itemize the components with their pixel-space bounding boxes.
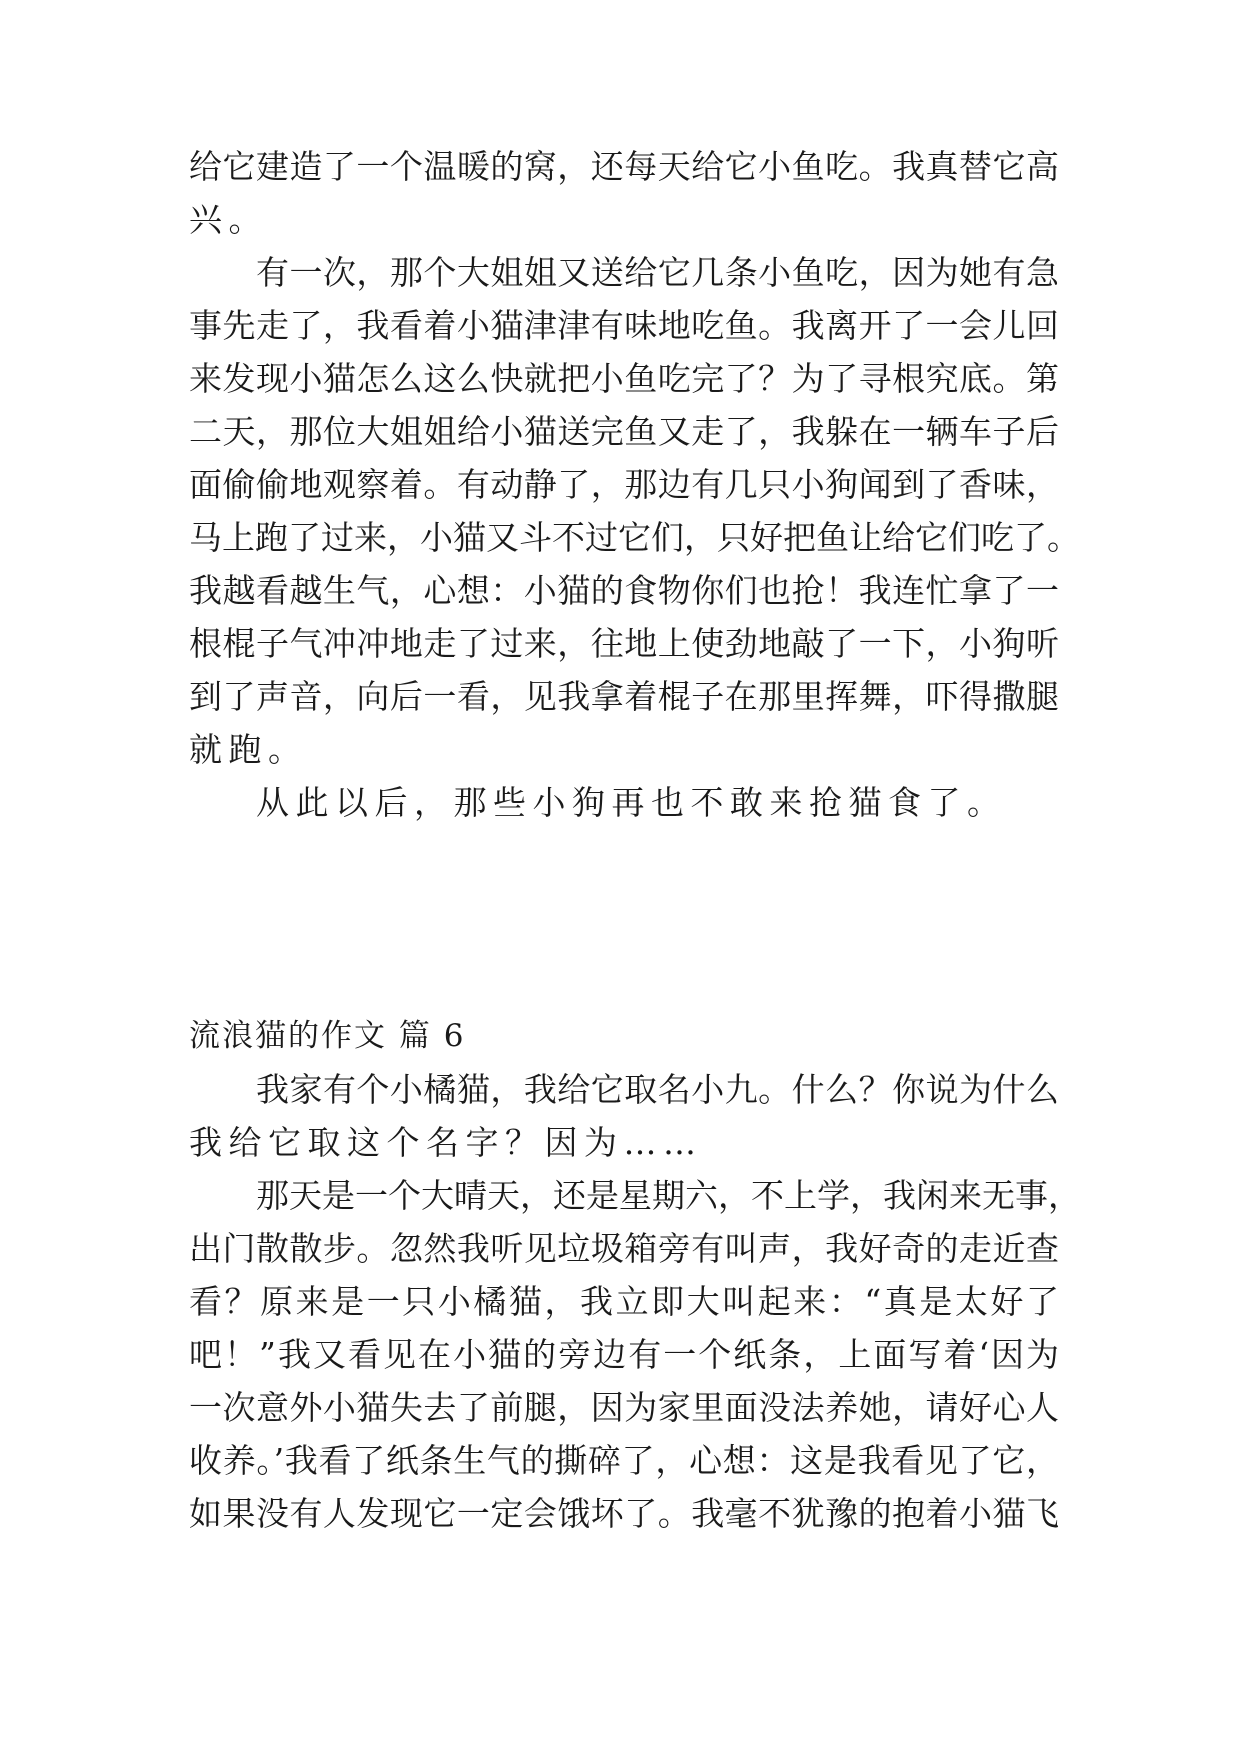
text-line: 我越看越生气，心想：小猫的食物你们也抢！我连忙拿了一 — [189, 571, 1059, 610]
text-line: 根棍子气冲冲地走了过来，往地上使劲地敲了一下，小狗听 — [189, 624, 1059, 663]
text-line: 二天，那位大姐姐给小猫送完鱼又走了，我躲在一辆车子后 — [189, 412, 1059, 451]
text-line: 看？原来是一只小橘猫，我立即大叫起来：“真是太好了 — [189, 1282, 1059, 1321]
text-line: 那天是一个大晴天，还是星期六，不上学，我闲来无事， — [256, 1176, 1081, 1215]
text-line: 事先走了，我看着小猫津津有味地吃鱼。我离开了一会儿回 — [189, 306, 1059, 345]
text-line: 吧！”我又看见在小猫的旁边有一个纸条，上面写着‘因为 — [189, 1335, 1059, 1374]
text-line: 兴。 — [189, 200, 268, 239]
text-line: 收养。’我看了纸条生气的撕碎了，心想：这是我看见了它， — [189, 1441, 1059, 1480]
section-heading: 流浪猫的作文 篇 6 — [189, 1018, 466, 1054]
text-line: 来发现小猫怎么这么快就把小鱼吃完了？为了寻根究底。第 — [189, 359, 1059, 398]
text-line: 到了声音，向后一看，见我拿着棍子在那里挥舞，吓得撒腿 — [189, 677, 1059, 716]
text-line: 面偷偷地观察着。有动静了，那边有几只小狗闻到了香味， — [189, 465, 1059, 504]
text-line: 我家有个小橘猫，我给它取名小九。什么？你说为什么 — [256, 1070, 1059, 1109]
text-line: 有一次，那个大姐姐又送给它几条小鱼吃，因为她有急 — [256, 253, 1059, 292]
text-line: 出门散散步。忽然我听见垃圾箱旁有叫声，我好奇的走近查 — [189, 1229, 1059, 1268]
text-line: 马上跑了过来，小猫又斗不过它们，只好把鱼让给它们吃了。 — [189, 518, 1080, 557]
text-line: 我给它取这个名字？因为…… — [189, 1123, 703, 1162]
text-line: 如果没有人发现它一定会饿坏了。我毫不犹豫的抱着小猫飞 — [189, 1494, 1059, 1533]
text-line: 给它建造了一个温暖的窝，还每天给它小鱼吃。我真替它高 — [189, 147, 1059, 186]
text-line: 从此以后，那些小狗再也不敢来抢猫食了。 — [256, 783, 1007, 822]
text-line: 就跑。 — [189, 730, 308, 769]
text-line: 一次意外小猫失去了前腿，因为家里面没法养她，请好心人 — [189, 1388, 1059, 1427]
